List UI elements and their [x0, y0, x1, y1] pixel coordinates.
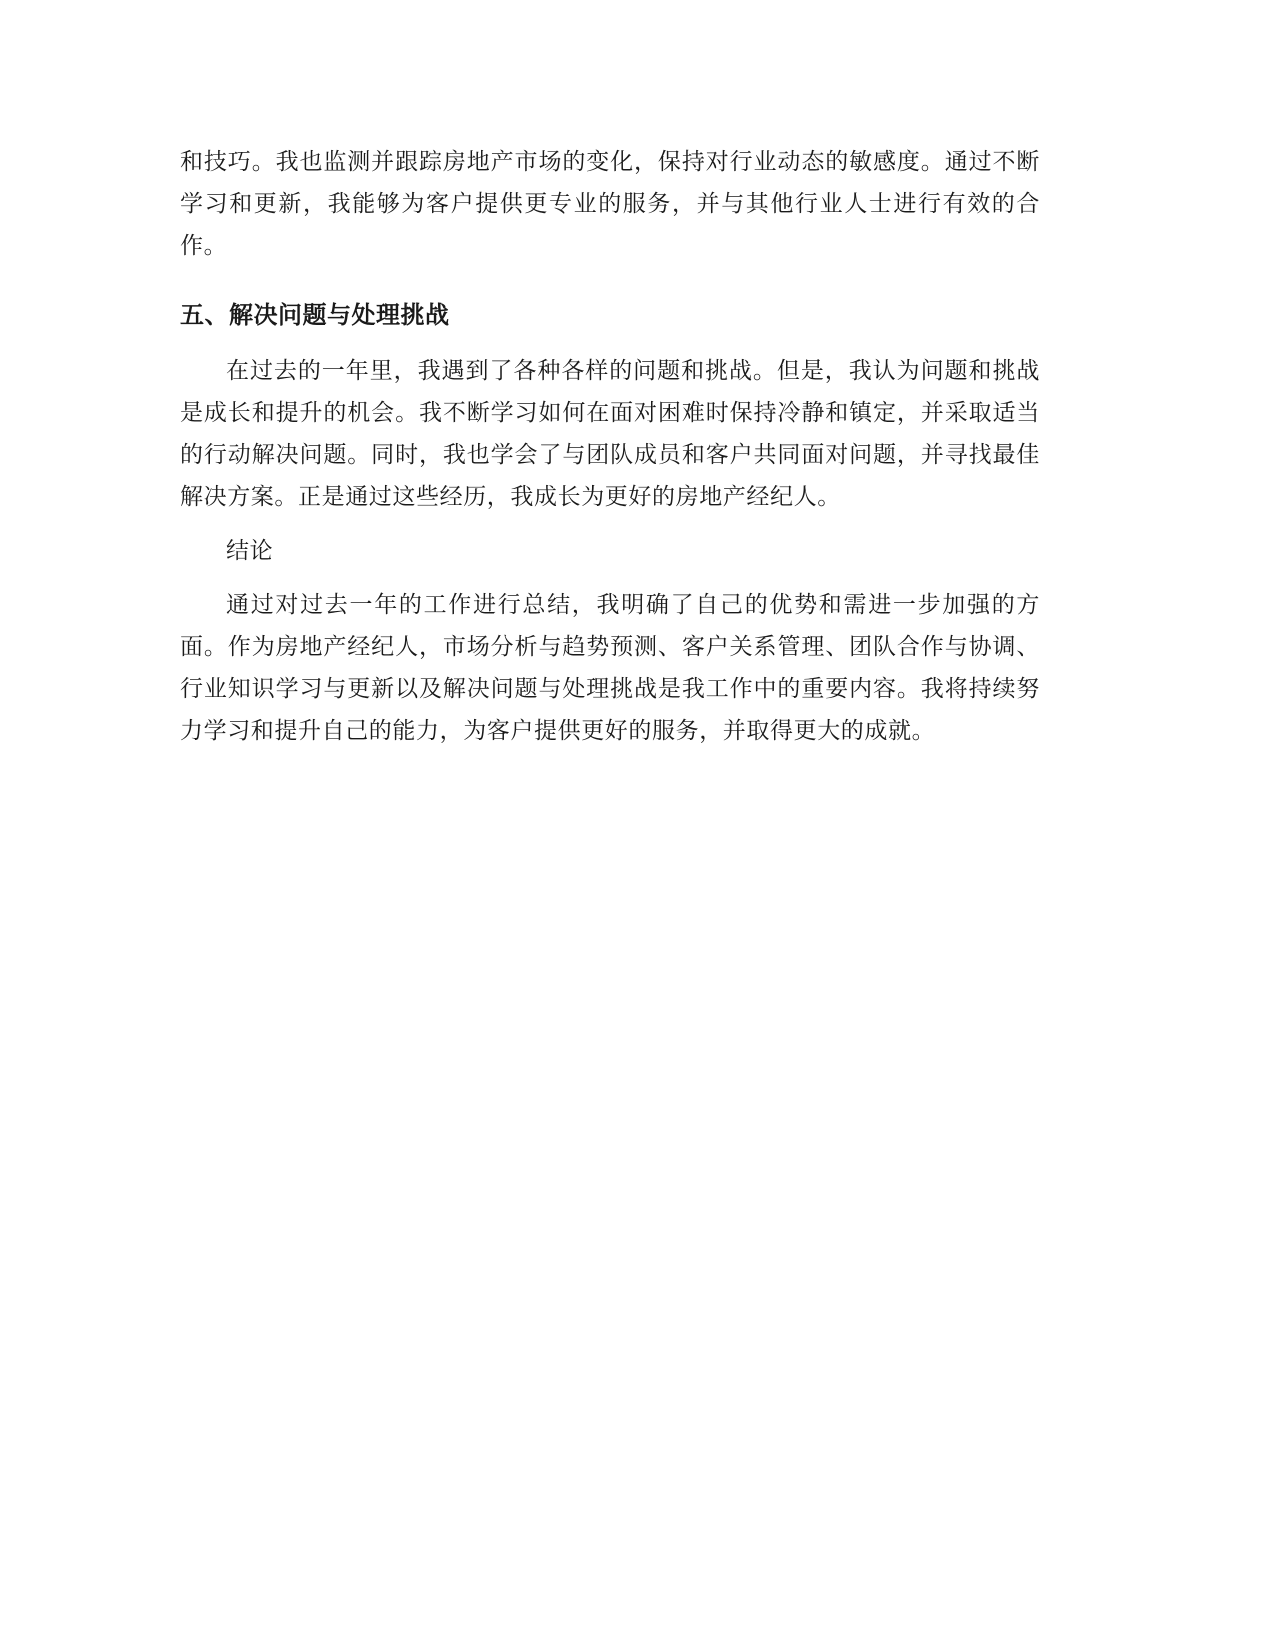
section-heading-problem-solving: 五、解决问题与处理挑战	[180, 301, 450, 329]
continuation-paragraph: 和技巧。我也监测并跟踪房地产市场的变化，保持对行业动态的敏感度。通过不断学习和更新，我能够为客户提供更专业的服务，并与其他行业人士进行有效的合作。	[180, 149, 1040, 259]
conclusion-heading: 结论	[226, 538, 274, 564]
document-body	[180, 141, 1040, 752]
section-paragraph-problem-solving: 在过去的一年里，我遇到了各种各样的问题和挑战。但是，我认为问题和挑战是成长和提升的机会。我不断学习如何在面对困难时保持冷静和镇定，并采取适当的行动解决问题。同时，我也学会了与团队成员和客户共同面对问题，并寻找最佳解决方案。正是通过这些经历，我成长为更好的房地产经纪人。	[180, 358, 1040, 510]
conclusion-paragraph: 通过对过去一年的工作进行总结，我明确了自己的优势和需进一步加强的方面。作为房地产经纪人，市场分析与趋势预测、客户关系管理、团队合作与协调、行业知识学习与更新以及解决问题与处理挑战是我工作中的重要内容。我将持续努力学习和提升自己的能力，为客户提供更好的服务，并取得更大的成就。	[180, 592, 1040, 744]
